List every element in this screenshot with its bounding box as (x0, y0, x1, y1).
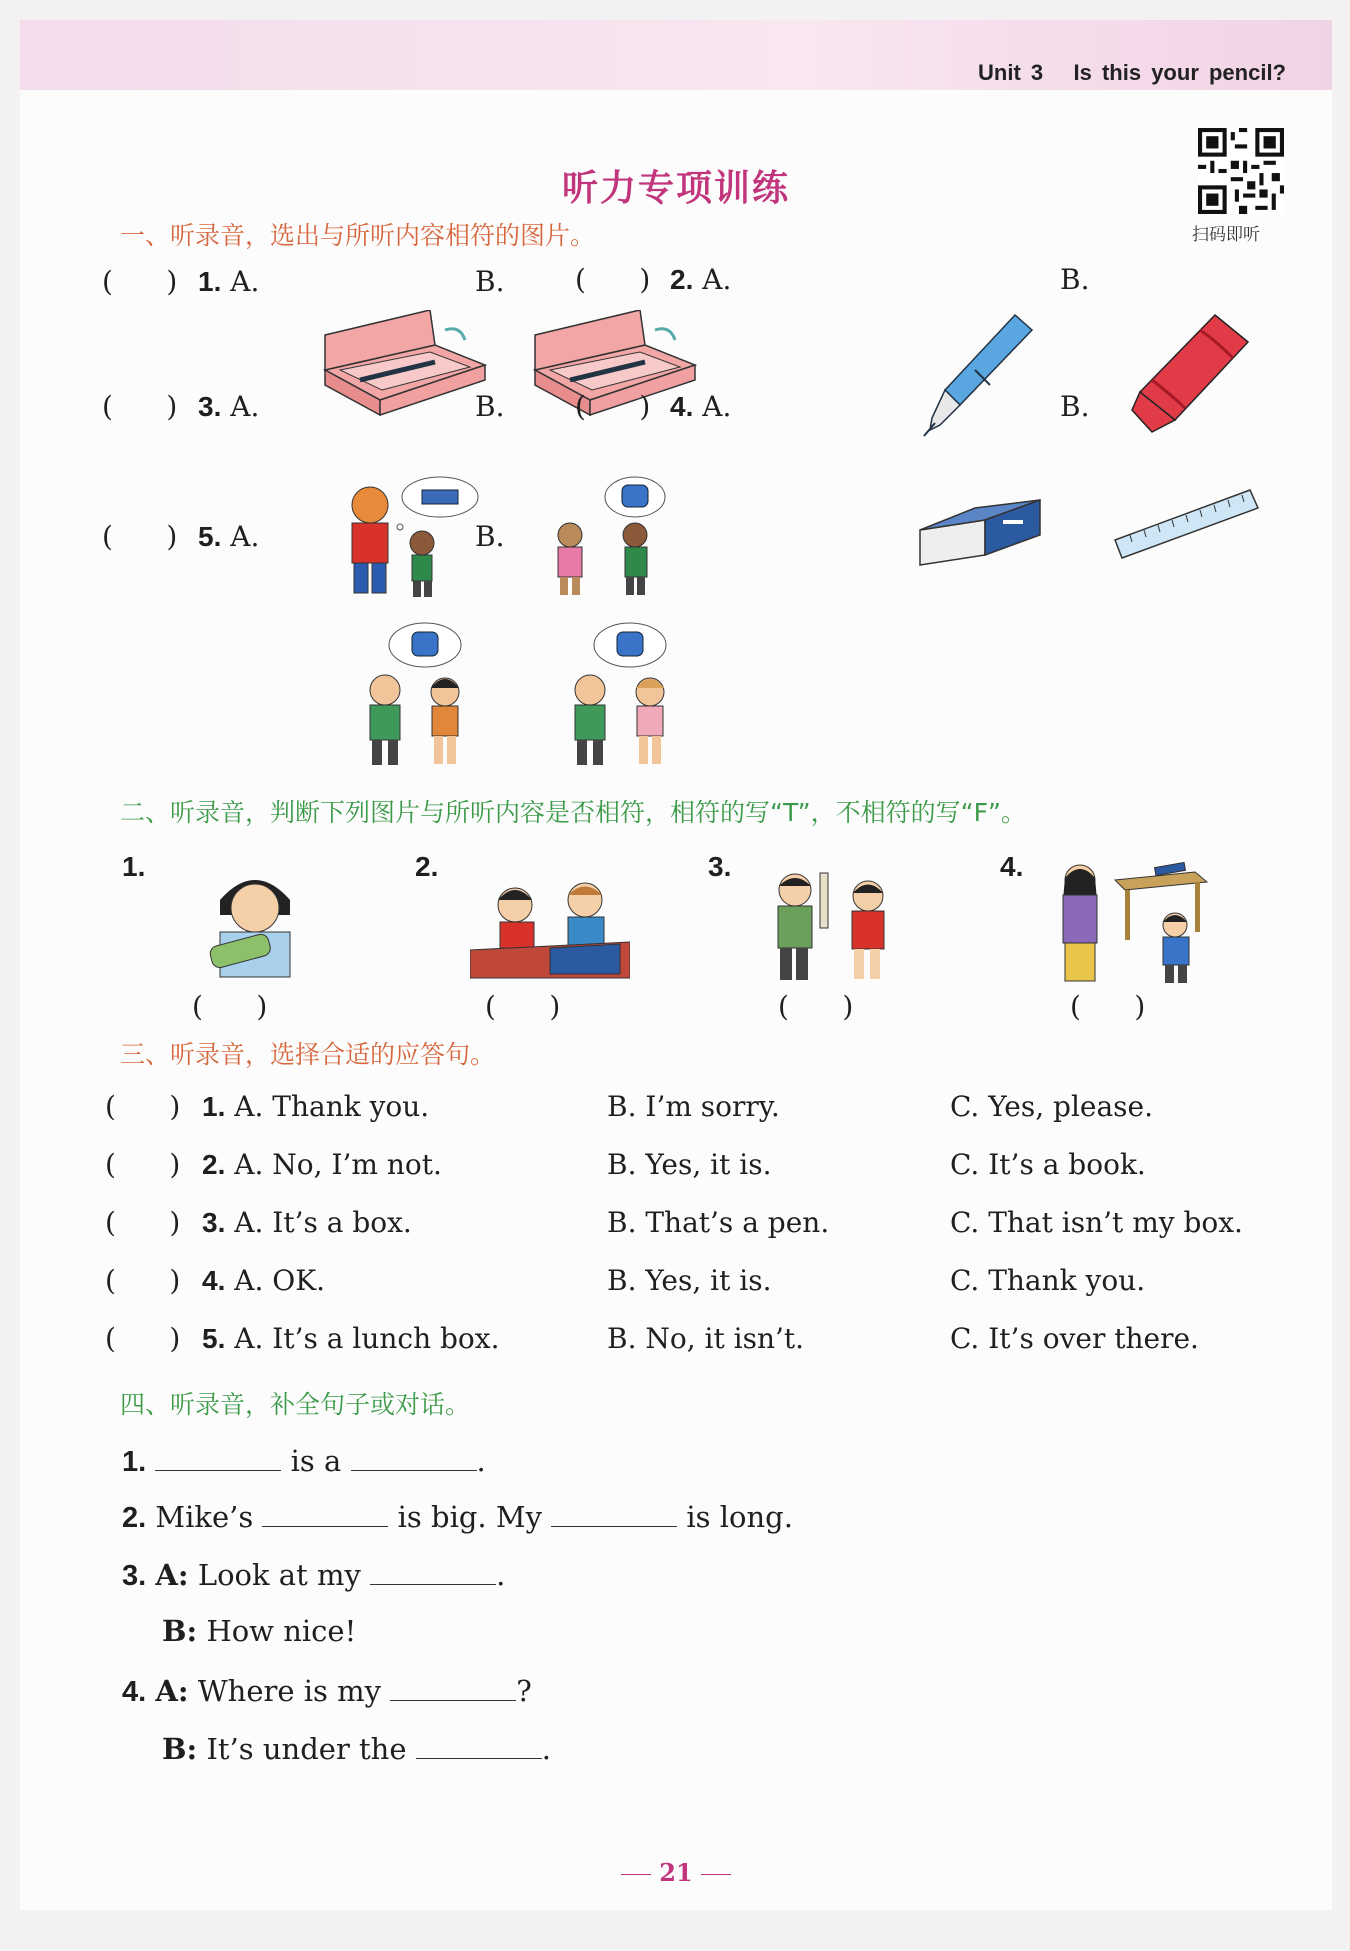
answer-paren[interactable]: ( ) (105, 1264, 181, 1297)
q-number: 2. (122, 1502, 147, 1534)
boy-and-girl-thinking-bag-image (555, 620, 695, 770)
q-number: 1. (198, 266, 222, 297)
fill-blank[interactable] (351, 1442, 477, 1471)
q-number: 4. (670, 391, 694, 422)
sentence-text: It’s under the (206, 1732, 407, 1766)
q-number: 4. (122, 1676, 147, 1708)
q-number: 2. (670, 264, 694, 295)
sentence-text: How nice! (206, 1614, 357, 1648)
option-c: C. Yes, please. (950, 1090, 1153, 1123)
answer-paren[interactable]: ( ) (105, 1322, 181, 1355)
q-number: 1. (122, 851, 146, 882)
q-number: 4. (202, 1265, 226, 1296)
ruler-image (1110, 480, 1270, 570)
s1-q4 (670, 390, 731, 423)
s3-q4 (202, 1264, 325, 1297)
option-c: C. Thank you. (950, 1264, 1146, 1297)
sentence-text: Look at my (197, 1558, 361, 1592)
fill-blank[interactable] (416, 1730, 542, 1759)
fill-blank[interactable] (390, 1672, 516, 1701)
answer-paren[interactable]: ( ) (105, 1206, 181, 1239)
speaker-label: B: (162, 1732, 198, 1766)
speaker-label: A: (155, 1674, 189, 1708)
sentence-text: is big. My (397, 1500, 542, 1534)
q-number: 1. (122, 1446, 147, 1478)
answer-paren[interactable]: ( ) (575, 263, 651, 296)
option-b: B. (1060, 263, 1090, 296)
q-number: 2. (202, 1149, 226, 1180)
s4-line3 (122, 1556, 505, 1593)
s4-line5 (122, 1672, 532, 1709)
sentence-end: . (496, 1558, 506, 1592)
eraser-image (915, 490, 1055, 580)
q-number: 5. (198, 521, 222, 552)
q-number: 5. (202, 1323, 226, 1354)
option-b: B. Yes, it is. (607, 1148, 772, 1181)
s3-q2 (202, 1148, 442, 1181)
two-mice-thinking-bag-image (540, 475, 690, 605)
q-number: 3. (708, 851, 732, 882)
s4-line6 (162, 1730, 551, 1766)
answer-paren[interactable]: ( ) (778, 990, 854, 1023)
s1-q3 (198, 390, 259, 423)
fill-blank[interactable] (262, 1498, 388, 1527)
s1-q5 (198, 520, 259, 553)
workbook-page (20, 20, 1332, 1910)
s2-q1 (122, 850, 145, 883)
s3-q1 (202, 1090, 429, 1123)
answer-paren[interactable]: ( ) (105, 1148, 181, 1181)
speaker-label: B: (162, 1614, 198, 1648)
answer-paren[interactable]: ( ) (485, 990, 561, 1023)
qr-code-icon[interactable] (1198, 128, 1284, 214)
option-a: A. (230, 390, 260, 423)
section4-heading: 四、听录音，补全句子或对话。 (120, 1390, 471, 1419)
option-c: C. It’s over there. (950, 1322, 1199, 1355)
fill-blank[interactable] (155, 1442, 281, 1471)
answer-paren[interactable]: ( ) (102, 265, 178, 298)
boy-and-girl-thinking-bag-image (350, 620, 490, 770)
q-number: 2. (415, 851, 439, 882)
speaker-label: A: (155, 1558, 189, 1592)
fill-blank[interactable] (370, 1556, 496, 1585)
fill-blank[interactable] (551, 1498, 677, 1527)
page-number-text: 21 (659, 1858, 693, 1887)
s1-q1 (198, 265, 259, 298)
footer-dash (701, 1874, 731, 1875)
unit-header (978, 60, 1286, 86)
answer-paren[interactable]: ( ) (105, 1090, 181, 1123)
boy-with-ruler-and-girl-image (760, 868, 910, 983)
girl-holding-bag-image (180, 860, 330, 980)
option-a: A. No, I’m not. (234, 1148, 442, 1181)
s3-q5 (202, 1322, 499, 1355)
answer-paren[interactable]: ( ) (1070, 990, 1146, 1023)
page-title: 听力专项训练 (561, 168, 790, 209)
sentence-text: Where is my (197, 1674, 381, 1708)
answer-paren[interactable]: ( ) (102, 390, 178, 423)
s4-line1 (122, 1442, 486, 1479)
option-c: C. That isn’t my box. (950, 1206, 1243, 1239)
s2-q2 (415, 850, 438, 883)
q-number: 1. (202, 1091, 226, 1122)
q-number: 3. (122, 1560, 147, 1592)
option-b: B. (475, 520, 505, 553)
s2-q4 (1000, 850, 1023, 883)
option-a: A. (230, 265, 260, 298)
option-b: B. (1060, 390, 1090, 423)
sentence-end: . (541, 1732, 551, 1766)
s3-q3 (202, 1206, 412, 1239)
pencil-box-pen-inside-image (320, 310, 490, 420)
q-number: 3. (202, 1207, 226, 1238)
q-number: 3. (198, 391, 222, 422)
s1-q2 (670, 263, 731, 296)
section2-heading: 二、听录音，判断下列图片与所听内容是否相符，相符的写“T”，不相符的写“F”。 (120, 798, 1026, 827)
s2-q3 (708, 850, 731, 883)
sentence-end: ? (516, 1674, 532, 1708)
sentence-end: . (476, 1444, 486, 1478)
woman-boy-and-desk-image (1045, 860, 1215, 985)
unit-title: Is this your pencil? (1073, 60, 1286, 85)
option-a: A. (702, 263, 732, 296)
qr-caption: 扫码即听 (1192, 225, 1260, 245)
two-children-at-desk-image (470, 870, 630, 980)
option-a: A. (702, 390, 732, 423)
section1-heading: 一、听录音，选出与所听内容相符的图片。 (120, 221, 596, 250)
unit-label: Unit 3 (978, 60, 1044, 85)
crayon-image (1130, 310, 1260, 440)
cat-and-mouse-thinking-pencil-box-image (330, 475, 480, 605)
fountain-pen-image (920, 310, 1040, 440)
option-b: B. I’m sorry. (607, 1090, 780, 1123)
page-number (20, 1858, 1332, 1887)
q-number: 4. (1000, 851, 1024, 882)
footer-dash (621, 1874, 651, 1875)
s4-line2 (122, 1498, 793, 1535)
s4-line4 (162, 1614, 356, 1648)
sentence-text: is long. (686, 1500, 793, 1534)
answer-paren[interactable]: ( ) (102, 520, 178, 553)
option-b: B. No, it isn’t. (607, 1322, 805, 1355)
option-a: A. (230, 520, 260, 553)
option-b: B. (475, 390, 505, 423)
option-b: B. That’s a pen. (607, 1206, 830, 1239)
answer-paren[interactable]: ( ) (192, 990, 268, 1023)
answer-paren[interactable]: ( ) (575, 390, 651, 423)
option-c: C. It’s a book. (950, 1148, 1146, 1181)
sentence-text: is a (290, 1444, 342, 1478)
section3-heading: 三、听录音，选择合适的应答句。 (120, 1040, 496, 1069)
option-b: B. Yes, it is. (607, 1264, 772, 1297)
option-a: A. Thank you. (234, 1090, 430, 1123)
option-a: A. It’s a box. (234, 1206, 412, 1239)
option-a: A. It’s a lunch box. (234, 1322, 500, 1355)
option-b: B. (475, 265, 505, 298)
sentence-text: Mike’s (155, 1500, 254, 1534)
option-a: A. OK. (234, 1264, 326, 1297)
